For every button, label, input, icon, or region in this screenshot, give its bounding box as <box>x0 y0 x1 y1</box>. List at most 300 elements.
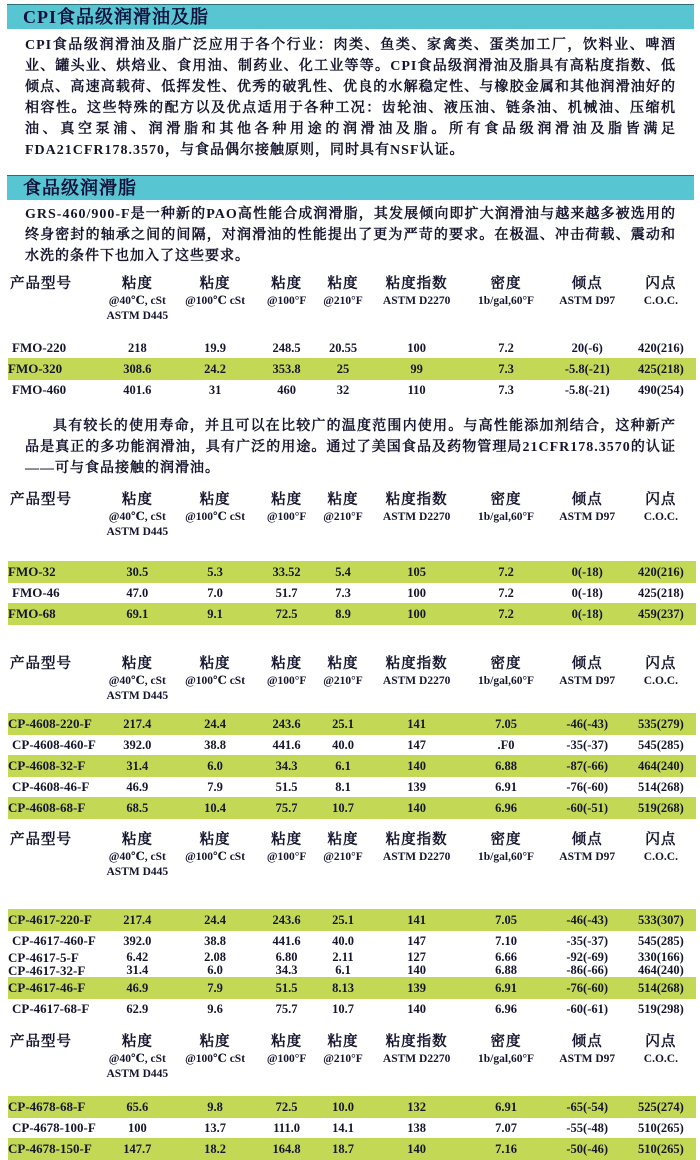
col-header-subtitle: @210°F <box>323 1053 363 1065</box>
product-model: FMO-32 <box>8 564 56 579</box>
col-header-subtitle: @100℃ cSt <box>185 675 246 687</box>
spec-value: 441.6 <box>272 738 301 752</box>
spec-row <box>8 755 696 777</box>
col-header <box>316 831 370 909</box>
spec-value: 147.7 <box>123 1142 152 1156</box>
spec-value: 139 <box>407 780 426 794</box>
spec-value: -5.8(-21) <box>564 383 610 397</box>
spec-value: 31.4 <box>126 759 149 773</box>
spec-value: 31.4 <box>126 963 149 977</box>
spec-value: 62.9 <box>126 1002 149 1016</box>
spec-value: 33.52 <box>272 565 301 579</box>
spec-value: 7.3 <box>335 586 351 600</box>
col-header-subtitle: C.O.C. <box>643 1053 678 1065</box>
spec-value: 6.0 <box>207 963 223 977</box>
spec-value: -46(-43) <box>566 913 609 927</box>
col-header <box>549 655 626 713</box>
spec-value: 30.5 <box>126 565 149 579</box>
col-header-title: 粘度 <box>121 832 153 848</box>
spec-value: 18.7 <box>332 1142 354 1156</box>
col-header-model <box>8 655 102 713</box>
col-header-title: 粘度 <box>121 492 153 508</box>
col-header-title: 粘度 <box>271 656 303 672</box>
col-header <box>173 491 257 561</box>
spec-value: 40.0 <box>332 934 354 948</box>
spec-value: 147 <box>407 738 426 752</box>
col-header-subtitle: C.O.C. <box>643 295 678 307</box>
product-model: FMO-460 <box>12 382 67 397</box>
col-header-subtitle: @40℃, cSt <box>108 675 166 687</box>
spec-table-fmo-light <box>8 491 696 625</box>
spec-header-row <box>8 1033 696 1096</box>
col-header-title: 粘度 <box>199 656 231 672</box>
col-header-subtitle: ASTM D2270 <box>382 511 451 523</box>
col-header-title: 粘度 <box>121 1034 153 1050</box>
spec-value: 519(298) <box>637 1002 684 1016</box>
spec-value: 47.0 <box>126 586 149 600</box>
spec-value: 20.55 <box>328 341 358 355</box>
col-header-title: 产品型号 <box>10 1034 72 1050</box>
spec-value: 6.96 <box>495 1002 517 1016</box>
spec-value: 5.4 <box>335 565 351 579</box>
spec-value: 7.05 <box>495 913 517 927</box>
spec-value: 34.3 <box>275 963 298 977</box>
spec-value: 425(218) <box>637 586 684 600</box>
spec-value: -60(-61) <box>566 1002 609 1016</box>
spec-value: 401.6 <box>123 383 152 397</box>
spec-value: 464(240) <box>637 963 684 977</box>
spec-row <box>8 380 696 400</box>
section-title-oil: CPI食品级润滑油及脂 <box>7 4 694 29</box>
spec-value: 40.0 <box>332 738 354 752</box>
col-header-subtitle: @100°F <box>266 295 307 307</box>
spec-header-row <box>8 491 696 561</box>
product-model: CP-4617-220-F <box>8 912 92 927</box>
spec-header-row <box>8 831 696 909</box>
col-header-model <box>8 275 102 338</box>
col-header-subtitle: @100°F <box>266 675 307 687</box>
spec-value: 7.3 <box>498 383 514 397</box>
spec-table-cp-4617 <box>8 831 696 1019</box>
spec-value: 140 <box>407 1002 426 1016</box>
spec-value: 8.13 <box>332 981 354 995</box>
spec-value: 525(274) <box>637 1100 684 1114</box>
col-header-title: 粘度指数 <box>385 656 448 672</box>
col-header <box>102 275 174 338</box>
col-header <box>257 1033 316 1096</box>
spec-value: 19.9 <box>204 341 226 355</box>
spec-value: 24.2 <box>204 362 226 376</box>
col-header-title: 产品型号 <box>10 832 72 848</box>
col-header <box>549 491 626 561</box>
spec-value: 7.07 <box>495 1121 517 1135</box>
spec-row <box>8 713 696 735</box>
datasheet-page <box>0 4 700 1156</box>
col-header-subtitle: 1b/gal,60°F <box>478 511 535 523</box>
spec-value: 138 <box>407 1121 426 1135</box>
spec-value: 164.8 <box>272 1142 301 1156</box>
col-header-title: 粘度 <box>327 492 359 508</box>
spec-value: 6.42 <box>126 950 149 964</box>
spec-value: 545(285) <box>637 934 684 948</box>
col-header <box>626 655 696 713</box>
spec-value: 6.91 <box>495 1100 517 1114</box>
col-header-subtitle: ASTM D445 <box>106 866 169 878</box>
spec-value: 7.16 <box>495 1142 517 1156</box>
col-header-title: 倾点 <box>571 492 603 508</box>
col-header-subtitle: C.O.C. <box>643 851 678 863</box>
col-header-subtitle: ASTM D97 <box>559 295 616 307</box>
product-model: CP-4608-460-F <box>12 737 96 752</box>
spec-value: 10.7 <box>332 1002 354 1016</box>
col-header-title: 密度 <box>490 832 522 848</box>
spec-value: 34.3 <box>275 759 298 773</box>
col-header-title: 产品型号 <box>10 276 72 292</box>
col-header <box>626 491 696 561</box>
spec-header-row <box>8 275 696 338</box>
col-header <box>173 831 257 909</box>
product-model: CP-4678-150-F <box>8 1141 92 1156</box>
spec-value: 8.1 <box>335 780 351 794</box>
col-header <box>463 655 548 713</box>
spec-value: 51.7 <box>275 586 298 600</box>
spec-value: 392.0 <box>123 738 152 752</box>
col-header-subtitle: @100°F <box>266 1053 307 1065</box>
spec-value: 10.0 <box>332 1100 354 1114</box>
spec-value: 68.5 <box>126 801 149 815</box>
spec-value: 99 <box>410 362 423 376</box>
col-header-title: 产品型号 <box>10 656 72 672</box>
spec-row <box>8 931 696 951</box>
spec-value: 140 <box>407 1142 426 1156</box>
col-header <box>257 831 316 909</box>
spec-table-fmo-heavy <box>8 275 696 400</box>
spec-value: 7.2 <box>498 607 514 621</box>
col-header-title: 粘度指数 <box>385 1034 448 1050</box>
col-header-subtitle: @100℃ cSt <box>185 511 246 523</box>
col-header <box>102 831 174 909</box>
col-header-model <box>8 831 102 909</box>
col-header-title: 闪点 <box>645 276 677 292</box>
col-header-subtitle: @210°F <box>323 295 363 307</box>
spec-value: 9.1 <box>207 607 223 621</box>
spec-value: 425(218) <box>637 362 684 376</box>
spec-row <box>8 1096 696 1118</box>
product-model: CP-4617-68-F <box>12 1001 90 1016</box>
spec-value: 243.6 <box>272 717 301 731</box>
spec-header-row <box>8 655 696 713</box>
spec-value: 46.9 <box>126 981 149 995</box>
spec-value: 24.4 <box>204 913 226 927</box>
spec-value: 100 <box>407 586 426 600</box>
spec-value: 9.6 <box>207 1002 223 1016</box>
col-header <box>316 1033 370 1096</box>
product-model: CP-4617-32-F <box>8 963 86 978</box>
col-header <box>549 831 626 909</box>
spec-value: 353.8 <box>272 362 301 376</box>
col-header-subtitle: ASTM D445 <box>106 310 169 322</box>
spec-value: -76(-60) <box>566 780 609 794</box>
spec-value: 5.3 <box>207 565 223 579</box>
spec-value: 20(-6) <box>571 341 603 355</box>
spec-value: -50(-46) <box>566 1142 609 1156</box>
col-header-title: 闪点 <box>645 1034 677 1050</box>
spec-value: 51.5 <box>275 780 298 794</box>
section-title-grease: 食品级润滑脂 <box>7 175 694 200</box>
col-header <box>316 275 370 338</box>
col-header-title: 粘度 <box>271 276 303 292</box>
spec-value: .F0 <box>497 738 515 752</box>
col-header-title: 闪点 <box>645 492 677 508</box>
col-header-title: 闪点 <box>645 832 677 848</box>
spec-value: 7.2 <box>498 586 514 600</box>
col-header-subtitle: 1b/gal,60°F <box>478 675 535 687</box>
spec-value: 100 <box>407 341 426 355</box>
col-header-title: 粘度 <box>199 832 231 848</box>
col-header-subtitle: @100°F <box>266 511 307 523</box>
spec-value: 8.9 <box>335 607 351 621</box>
spec-value: 65.6 <box>126 1100 149 1114</box>
col-header-subtitle: ASTM D2270 <box>382 295 451 307</box>
product-model: CP-4608-32-F <box>8 758 86 773</box>
product-model: CP-4617-5-F <box>8 950 79 965</box>
oil-intro-paragraph: CPI食品级润滑油及脂广泛应用于各个行业：肉类、鱼类、家禽类、蛋类加工厂，饮料业、啤酒业、罐头业、烘焙业、食用油、制药业、化工业等等。CPI食品级润滑油及脂具有高粘度指数、低倾点、高速高载荷、低挥发性、优秀的破乳性、优良的水解稳定性、与橡胶金属和其他润滑油好的相容性。这些特殊的配方以及优点适用于各种工况：齿轮油、液压油、链条油、机械油、压缩机油、真空泵浦、润滑脂和其他各种用途的润滑油及脂。所有食品级润滑油及脂皆满足FDA21CFR178.3570，与食品偶尔接触原则，同时具有NSF认证。 <box>25 38 676 158</box>
col-header-subtitle: @210°F <box>323 851 363 863</box>
col-header-title: 粘度指数 <box>385 492 448 508</box>
spec-value: -5.8(-21) <box>564 362 610 376</box>
spec-value: 7.2 <box>498 341 514 355</box>
spec-value: 243.6 <box>272 913 301 927</box>
spec-value: 6.1 <box>335 963 351 977</box>
product-model: CP-4678-100-F <box>12 1120 96 1135</box>
col-header <box>370 1033 464 1096</box>
col-header-subtitle: @100℃ cSt <box>185 851 246 863</box>
product-model: CP-4678-68-F <box>8 1099 86 1114</box>
col-header-title: 粘度 <box>271 492 303 508</box>
col-header <box>173 655 257 713</box>
spec-value: 38.8 <box>204 738 226 752</box>
col-header-title: 密度 <box>490 276 522 292</box>
spec-value: -35(-37) <box>566 934 609 948</box>
col-header-subtitle: @210°F <box>323 511 363 523</box>
col-header <box>102 1033 174 1096</box>
spec-value: 6.88 <box>495 759 517 773</box>
col-header-title: 粘度 <box>199 276 231 292</box>
spec-row <box>8 999 696 1019</box>
spec-value: 7.0 <box>207 586 223 600</box>
col-header-subtitle: ASTM D97 <box>559 851 616 863</box>
spec-row <box>8 603 696 625</box>
col-header-subtitle: C.O.C. <box>643 511 678 523</box>
spec-value: 140 <box>407 963 426 977</box>
spec-value: 533(307) <box>637 913 684 927</box>
spec-value: 7.05 <box>495 717 517 731</box>
product-model: FMO-220 <box>12 340 67 355</box>
product-model: CP-4608-220-F <box>8 716 92 731</box>
product-model: CP-4608-46-F <box>12 779 90 794</box>
spec-value: 519(268) <box>637 801 684 815</box>
col-header-title: 粘度 <box>327 1034 359 1050</box>
col-header-subtitle: ASTM D97 <box>559 511 616 523</box>
col-header-title: 粘度指数 <box>385 832 448 848</box>
col-header <box>257 491 316 561</box>
col-header-subtitle: 1b/gal,60°F <box>478 295 535 307</box>
col-header-title: 密度 <box>490 492 522 508</box>
spec-value: 111.0 <box>273 1121 300 1135</box>
spec-row <box>8 358 696 380</box>
spec-value: 141 <box>407 717 426 731</box>
col-header <box>370 491 464 561</box>
col-header-subtitle: ASTM D445 <box>106 690 169 702</box>
col-header <box>316 655 370 713</box>
spec-value: 308.6 <box>123 362 152 376</box>
spec-value: 2.08 <box>204 950 226 964</box>
spec-row <box>8 977 696 999</box>
grease-intro-paragraph: GRS-460/900-F是一种新的PAO高性能合成润滑脂，其发展倾向即扩大润滑油与越来越多被选用的终身密封的轴承之间的间隔，对润滑油的性能提出了更为严苛的要求。在极温、冲击荷载、震动和水洗的条件下也加入了这些要求。 <box>25 207 676 264</box>
col-header <box>370 275 464 338</box>
spec-value: 10.7 <box>332 801 354 815</box>
spec-value: 25.1 <box>332 913 354 927</box>
col-header-title: 粘度 <box>327 832 359 848</box>
spec-value: 14.1 <box>332 1121 354 1135</box>
spec-row <box>8 583 696 603</box>
col-header <box>316 491 370 561</box>
spec-value: 100 <box>127 1121 147 1135</box>
spec-row <box>8 338 696 358</box>
spec-value: 140 <box>407 801 426 815</box>
spec-value: 38.8 <box>204 934 226 948</box>
col-header-title: 闪点 <box>645 656 677 672</box>
col-header-subtitle: ASTM D97 <box>559 1053 616 1065</box>
col-header <box>257 655 316 713</box>
spec-value: 72.5 <box>275 1100 298 1114</box>
spec-value: 46.9 <box>126 780 149 794</box>
spec-value: 217.4 <box>123 717 152 731</box>
fmo-note-paragraph: 具有较长的使用寿命，并且可以在比较广的温度范围内使用。与高性能添加剂结合，这种新产品是真正的多功能润滑油，具有广泛的用途。通过了美国食品及药物管理局21CFR178.3570的认证——可与食品接触的润滑油。 <box>25 419 676 476</box>
col-header <box>463 1033 548 1096</box>
col-header-title: 倾点 <box>571 276 603 292</box>
spec-value: 6.80 <box>275 950 298 964</box>
spec-value: 490(254) <box>637 383 684 397</box>
product-model: FMO-46 <box>12 585 60 600</box>
spec-value: 72.5 <box>275 607 298 621</box>
spec-table-cp-4608 <box>8 655 696 819</box>
spec-value: 535(279) <box>637 717 684 731</box>
spec-value: 217.4 <box>123 913 152 927</box>
spec-value: 105 <box>407 565 426 579</box>
spec-value: 24.4 <box>204 717 226 731</box>
col-header-title: 密度 <box>490 656 522 672</box>
col-header <box>463 275 548 338</box>
product-model: CP-4617-46-F <box>8 980 86 995</box>
product-model: FMO-68 <box>8 606 56 621</box>
col-header-model <box>8 491 102 561</box>
spec-value: 10.4 <box>204 801 226 815</box>
spec-value: 147 <box>407 934 426 948</box>
spec-row <box>8 735 696 755</box>
col-header-subtitle: @40℃, cSt <box>108 511 166 523</box>
col-header-subtitle: ASTM D445 <box>106 1068 169 1080</box>
spec-value: 6.96 <box>495 801 517 815</box>
col-header-subtitle: @100°F <box>266 851 307 863</box>
spec-row <box>8 909 696 931</box>
col-header-subtitle: 1b/gal,60°F <box>478 1053 535 1065</box>
col-header-subtitle: ASTM D2270 <box>382 675 451 687</box>
spec-value: 545(285) <box>637 738 684 752</box>
col-header-title: 倾点 <box>571 832 603 848</box>
spec-value: 139 <box>407 981 426 995</box>
spec-value: 51.5 <box>275 981 298 995</box>
spec-value: -46(-43) <box>566 717 609 731</box>
col-header-subtitle: ASTM D2270 <box>382 1053 451 1065</box>
spec-value: 0(-18) <box>571 565 603 579</box>
spec-value: 6.1 <box>335 759 351 773</box>
spec-value: 25 <box>336 362 350 376</box>
spec-value: 510(265) <box>637 1142 684 1156</box>
col-header <box>549 275 626 338</box>
col-header <box>257 275 316 338</box>
spec-value: 7.9 <box>207 780 223 794</box>
spec-value: -35(-37) <box>566 738 609 752</box>
spec-value: 9.8 <box>207 1100 223 1114</box>
spec-value: -65(-54) <box>566 1100 609 1114</box>
col-header-subtitle: @100℃ cSt <box>185 1053 246 1065</box>
spec-value: 75.7 <box>275 801 298 815</box>
spec-value: -60(-51) <box>566 801 609 815</box>
col-header <box>102 491 174 561</box>
col-header <box>549 1033 626 1096</box>
spec-row <box>8 964 696 977</box>
spec-value: 13.7 <box>204 1121 226 1135</box>
col-header-title: 粘度 <box>271 1034 303 1050</box>
spec-value: 514(268) <box>637 780 684 794</box>
spec-value: 441.6 <box>272 934 301 948</box>
col-header <box>626 275 696 338</box>
spec-value: 110 <box>407 383 426 397</box>
spec-value: 392.0 <box>123 934 152 948</box>
col-header-subtitle: @100℃ cSt <box>185 295 246 307</box>
spec-value: 7.9 <box>207 981 223 995</box>
col-header <box>370 831 464 909</box>
col-header-title: 粘度 <box>271 832 303 848</box>
spec-value: 330(166) <box>637 950 684 964</box>
spec-value: 2.11 <box>332 950 354 964</box>
col-header-title: 密度 <box>490 1034 522 1050</box>
spec-value: 6.91 <box>495 780 517 794</box>
spec-value: 6.0 <box>207 759 223 773</box>
col-header <box>102 655 174 713</box>
col-header-subtitle: ASTM D445 <box>106 526 169 538</box>
col-header <box>626 1033 696 1096</box>
product-model: FMO-320 <box>8 361 63 376</box>
spec-value: 218 <box>127 341 147 355</box>
spec-value: 514(268) <box>637 981 684 995</box>
col-header-title: 粘度指数 <box>385 276 448 292</box>
col-header-subtitle: @40℃, cSt <box>108 851 166 863</box>
spec-value: 18.2 <box>204 1142 226 1156</box>
col-header <box>370 655 464 713</box>
col-header-subtitle: ASTM D97 <box>559 675 616 687</box>
spec-value: -86(-66) <box>566 963 609 977</box>
spec-row <box>8 777 696 797</box>
col-header-title: 粘度 <box>121 276 153 292</box>
spec-value: 140 <box>407 759 426 773</box>
spec-value: 127 <box>407 950 426 964</box>
col-header <box>463 831 548 909</box>
col-header-title: 粘度 <box>199 492 231 508</box>
spec-value: 7.3 <box>498 362 514 376</box>
spec-table-cp-4678 <box>8 1033 696 1160</box>
